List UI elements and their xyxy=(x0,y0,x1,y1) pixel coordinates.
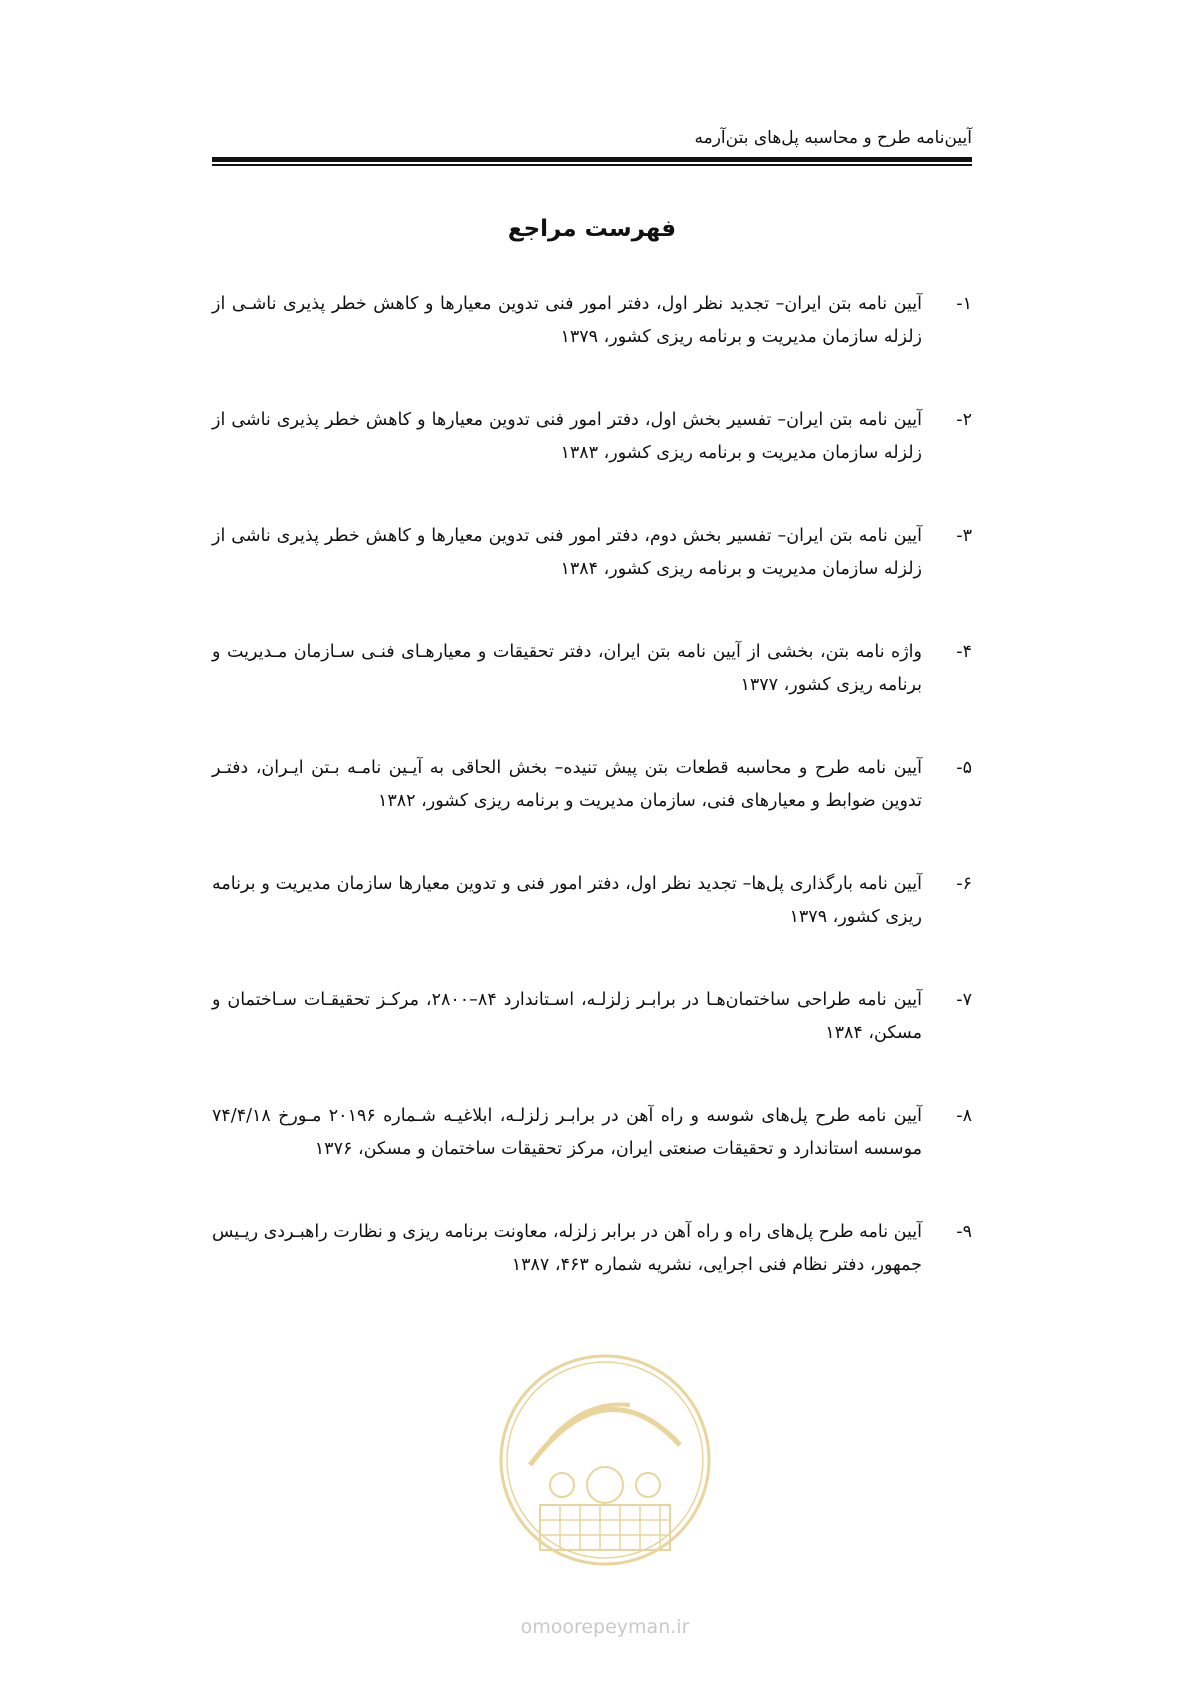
reference-number: ۲- xyxy=(956,410,972,430)
header-rule-thin xyxy=(212,164,972,166)
reference-number: ۴- xyxy=(956,642,972,662)
reference-number: ۸- xyxy=(956,1106,972,1126)
watermark-seal-icon xyxy=(490,1345,720,1645)
reference-text: واژه نامه بتن، بخشی از آیین نامه بتن ایران، دفتر تحقیقات و معیارهـای فنـی سـازمان مـدیریت و برنامه ریزی کشور، ۱۳۷۷ xyxy=(212,642,922,695)
page-title: فهرست مراجع xyxy=(507,216,677,242)
reference-list xyxy=(212,288,972,1332)
watermark-logo xyxy=(490,1345,720,1645)
reference-text: آیین نامه طرح پل‌های شوسه و راه آهن در برابـر زلزلـه، ابلاغیـه شـماره ۲۰۱۹۶ مـورخ ۷۴/۴/۱۸ موسسه استاندارد و تحقیقات صنعتی ایران، مرکز تحقیقات ساختمان و مسکن، ۱۳۷۶ xyxy=(212,1106,922,1159)
reference-text: آیین نامه طرح پل‌های راه و راه آهن در برابر زلزله، معاونت برنامه ریزی و نظارت راهبـردی ریـیس جمهور، دفتر نظام فنی اجرایی، نشریه شماره ۴۶۳، ۱۳۸۷ xyxy=(212,1222,922,1275)
reference-text: آیین نامه بارگذاری پل‌ها– تجدید نظر اول، دفتر امور فنی و تدوین معیارها سازمان مدیریت و برنامه ریزی کشور، ۱۳۷۹ xyxy=(212,874,922,927)
header-rule xyxy=(212,157,972,162)
reference-text: آیین نامه طراحی ساختمان‌هـا در برابـر زلزلـه، اسـتاندارد ۸۴–۲۸۰۰، مرکـز تحقیقـات سـاختمان و مسکن، ۱۳۸۴ xyxy=(212,990,922,1043)
watermark-site-text: omoorepeyman.ir xyxy=(520,1616,690,1638)
reference-text: آیین نامه طرح و محاسبه قطعات بتن پیش تنیده– بخش الحاقی به آیـین نامـه بـتن ایـران، دفتـر تدوین ضوابط و معیارهای فنی، سازمان مدیریت و برنامه ریزی کشور، ۱۳۸۲ xyxy=(212,758,922,811)
reference-item xyxy=(212,636,972,702)
running-header: آیین‌نامه طرح و محاسبه پل‌های بتن‌آرمه xyxy=(694,128,972,148)
reference-item xyxy=(212,1100,972,1166)
reference-number: ۶- xyxy=(956,874,972,894)
reference-text: آیین نامه بتن ایران– تجدید نظر اول، دفتر امور فنی تدوین معیارها و کاهش خطر پذیری ناشـی از زلزله سازمان مدیریت و برنامه ریزی کشور، ۱۳۷۹ xyxy=(212,294,922,347)
reference-number: ۹- xyxy=(956,1222,972,1242)
reference-item xyxy=(212,404,972,470)
reference-text: آیین نامه بتن ایران– تفسیر بخش دوم، دفتر امور فنی تدوین معیارها و کاهش خطر پذیری ناشی از زلزله سازمان مدیریت و برنامه ریزی کشور، ۱۳۸۴ xyxy=(212,526,922,579)
reference-item xyxy=(212,752,972,818)
reference-number: ۷- xyxy=(956,990,972,1010)
reference-item xyxy=(212,520,972,586)
reference-item xyxy=(212,288,972,354)
reference-item xyxy=(212,1216,972,1282)
reference-item xyxy=(212,984,972,1050)
reference-text: آیین نامه بتن ایران– تفسیر بخش اول، دفتر امور فنی تدوین معیارها و کاهش خطر پذیری ناشی از زلزله سازمان مدیریت و برنامه ریزی کشور، ۱۳۸۳ xyxy=(212,410,922,463)
reference-number: ۱- xyxy=(956,294,972,314)
reference-item xyxy=(212,868,972,934)
reference-number: ۵- xyxy=(956,758,972,778)
reference-number: ۳- xyxy=(956,526,972,546)
